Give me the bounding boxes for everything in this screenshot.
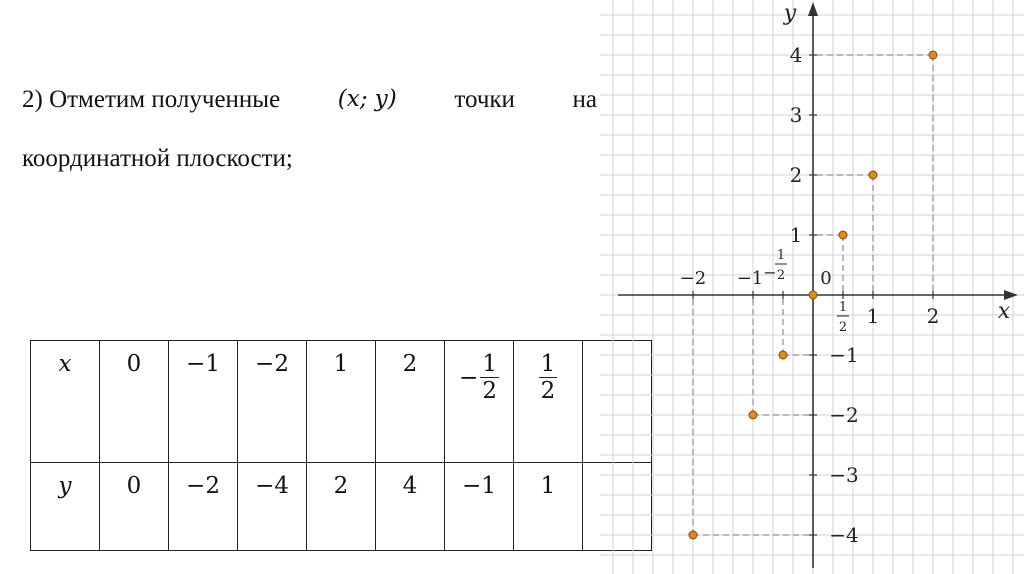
x-tick-label: 1: [776, 248, 786, 263]
coordinate-plane: [600, 0, 1024, 574]
text-line-1-math: (x; y): [337, 86, 397, 112]
table-row-y: [31, 463, 652, 551]
table-cell-y-6: −1: [445, 463, 514, 551]
table-cell-x-6: − $\frac{1}{2}$: [445, 341, 514, 463]
text-line-2: координатной плоскости;: [22, 145, 293, 172]
y-tick-label: −1: [829, 343, 859, 367]
data-point: [749, 411, 757, 419]
data-point: [929, 51, 937, 59]
y-tick-label: −4: [829, 523, 859, 547]
task-text: [22, 70, 597, 188]
text-line-1: [22, 70, 597, 129]
table-cell-x-5: 2: [376, 341, 445, 463]
table-cell-y-5: 4: [376, 463, 445, 551]
table-cell-y-2: −2: [169, 463, 238, 551]
text-line-1-start: 2) Отметим полученные: [22, 86, 281, 113]
values-table: [30, 340, 652, 551]
y-axis-label: y: [783, 1, 797, 26]
x-tick-label: −2: [679, 268, 707, 289]
y-tick-label: −2: [829, 403, 859, 427]
table-cell-x-3: −2: [238, 341, 307, 463]
y-tick-label: 3: [789, 103, 803, 127]
table-cell-x-2: −1: [169, 341, 238, 463]
x-tick-label: −1: [736, 268, 764, 289]
text-line-1-mid: точки: [454, 86, 515, 113]
x-tick-label: 0: [820, 268, 832, 289]
data-point: [689, 531, 697, 539]
y-tick-label: 4: [789, 43, 803, 67]
data-point: [809, 291, 817, 299]
table-cell-y-3: −4: [238, 463, 307, 551]
y-tick-label: 2: [789, 163, 803, 187]
text-line-1-end: на: [572, 86, 597, 113]
table-header-x: x: [31, 341, 100, 463]
table-cell-x-7: $\frac{1}{2}$: [514, 341, 583, 463]
x-tick-label: 1: [866, 304, 880, 328]
data-point: [839, 231, 847, 239]
table-row-x: [31, 341, 652, 463]
table-cell-y-4: 2: [307, 463, 376, 551]
y-axis-arrow: [808, 2, 818, 16]
x-tick-label: 2: [776, 268, 786, 283]
table-cell-x-4: 1: [307, 341, 376, 463]
table-cell-x-1: 0: [100, 341, 169, 463]
table-cell-y-1: 0: [100, 463, 169, 551]
x-tick-label: 2: [926, 304, 940, 328]
data-point: [869, 171, 877, 179]
x-axis-label: x: [997, 299, 1011, 324]
x-tick-label: −: [763, 263, 777, 282]
y-tick-label: 1: [789, 223, 803, 247]
data-point: [779, 351, 787, 359]
table-header-y: y: [31, 463, 100, 551]
x-tick-label: 2: [838, 320, 848, 335]
x-tick-label: 1: [838, 300, 848, 315]
y-tick-label: −3: [829, 463, 859, 487]
table-cell-y-7: 1: [514, 463, 583, 551]
